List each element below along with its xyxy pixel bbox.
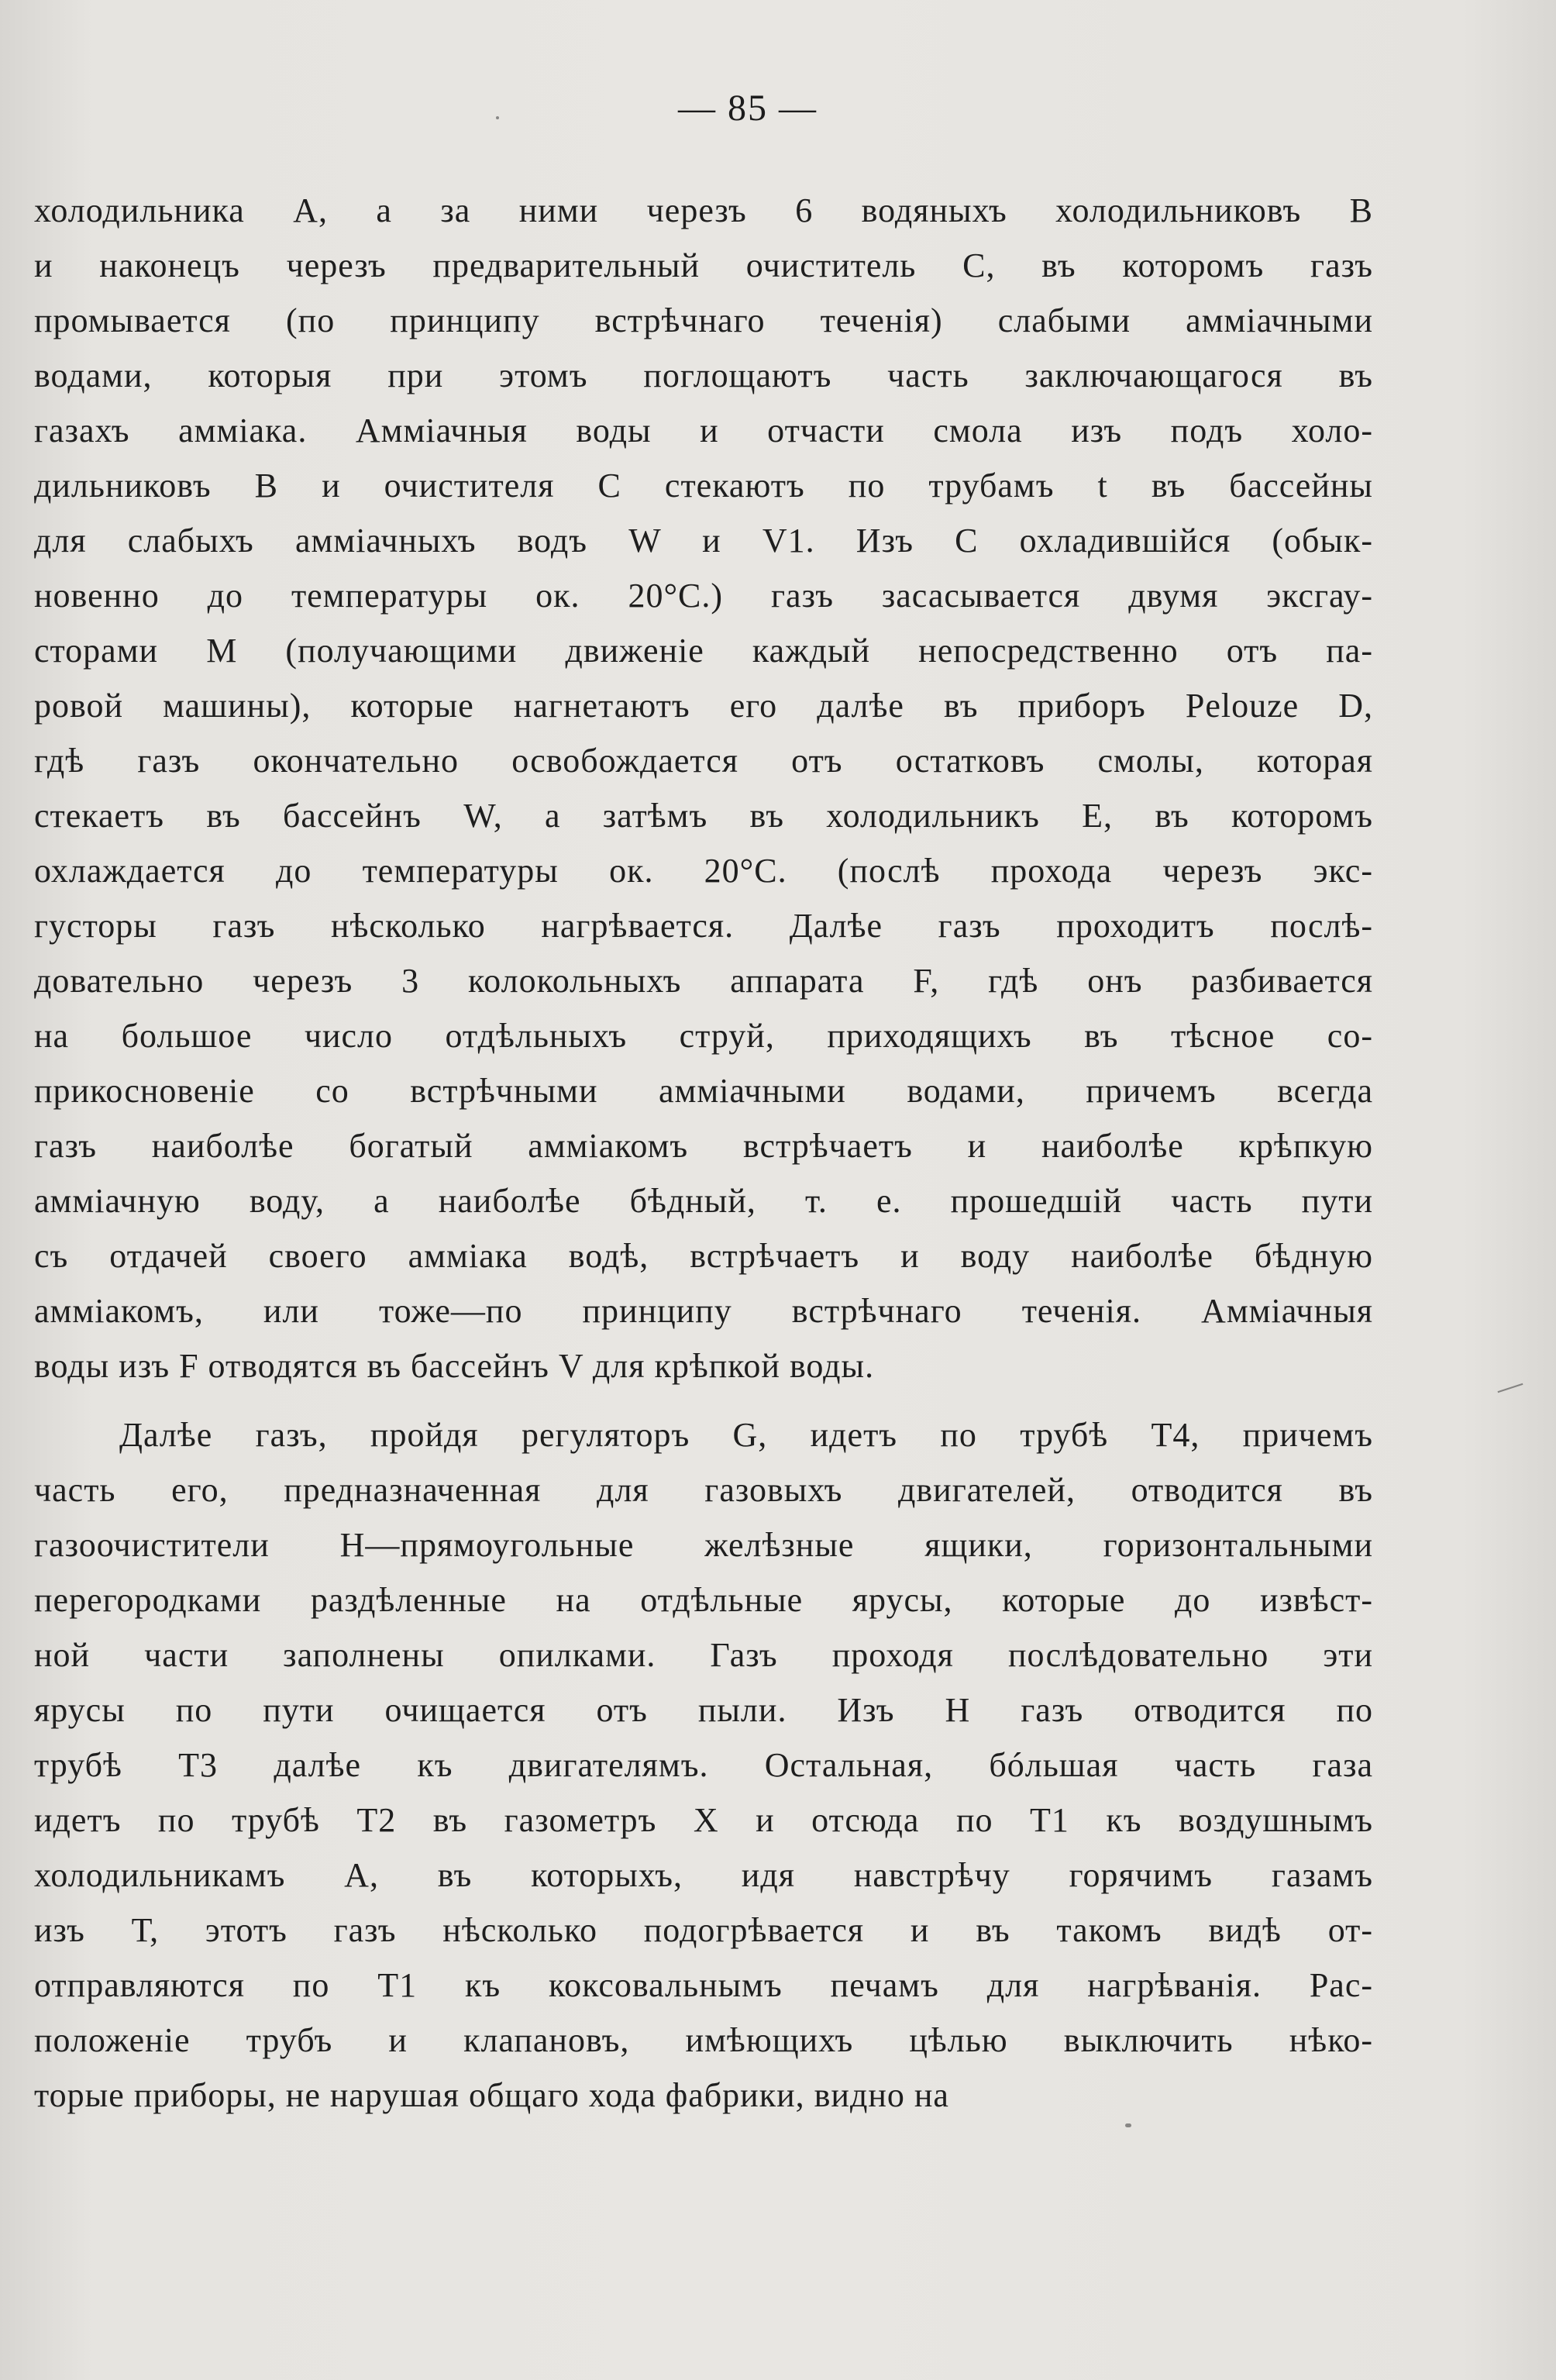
text-line: аммiакомъ, или тоже—по принципу встрѣчнаго теченія. Аммiачныя <box>34 1292 1373 1330</box>
text-line: холодильникамъ А, въ которыхъ, идя навстрѣчу горячимъ газамъ <box>34 1856 1373 1894</box>
text-line: охлаждается до температуры ок. 20°С. (послѣ прохода черезъ экс- <box>34 852 1373 890</box>
text-line: газоочистители Н—прямоугольные желѣзные ящики, горизонтальными <box>34 1526 1373 1564</box>
text-line: ровой машины), которые нагнетаютъ его далѣе въ приборъ Pelouze D, <box>34 687 1373 725</box>
text-line: и наконецъ черезъ предварительный очиститель С, въ которомъ газъ <box>34 246 1373 284</box>
text-line: ярусы по пути очищается отъ пыли. Изъ Н газъ отводится по <box>34 1691 1373 1729</box>
text-line: съ отдачей своего аммiака водѣ, встрѣчаетъ и воду наиболѣе бѣдную <box>34 1237 1373 1275</box>
text-line: стекаетъ въ бассейнъ W, а затѣмъ въ холодильникъ Е, въ которомъ <box>34 797 1373 835</box>
text-line: газахъ аммiака. Аммiачныя воды и отчасти смола изъ подъ холо- <box>34 412 1373 449</box>
text-line: холодильника А, а за ними черезъ 6 водяныхъ холодильниковъ В <box>34 191 1373 229</box>
paragraph-gap <box>34 1393 1373 1407</box>
text-line: перегородками раздѣленные на отдѣльные ярусы, которые до извѣст- <box>34 1581 1373 1619</box>
body-text <box>34 183 1373 2123</box>
text-line: положенiе трубъ и клапановъ, имѣющихъ цѣлью выключить нѣко- <box>34 2021 1373 2059</box>
text-line: ной части заполнены опилками. Газъ проходя послѣдовательно эти <box>34 1636 1373 1674</box>
text-line: Далѣе газъ, пройдя регуляторъ G, идетъ по трубѣ Т4, причемъ <box>119 1416 1373 1454</box>
text-line: сторами М (получающими движенiе каждый непосредственно отъ па- <box>34 632 1373 670</box>
text-line: для слабыхъ аммiачныхъ водъ W и V1. Изъ С охладившiйся (обык- <box>34 522 1373 560</box>
text-line: водами, которыя при этомъ поглощаютъ часть заключающагося въ <box>34 356 1373 394</box>
text-line: дильниковъ В и очистителя С стекаютъ по трубамъ t въ бассейны <box>34 467 1373 505</box>
text-line: изъ Т, этотъ газъ нѣсколько подогрѣвается и въ такомъ видѣ от- <box>34 1911 1373 1949</box>
speck-mark <box>496 116 499 119</box>
text-line: трубѣ Т3 далѣе къ двигателямъ. Остальная, бóльшая часть газа <box>34 1746 1373 1784</box>
text-line: новенно до температуры ок. 20°С.) газъ засасывается двумя эксгау- <box>34 577 1373 615</box>
text-line: промывается (по принципу встрѣчнаго теченія) слабыми аммiачными <box>34 301 1373 339</box>
text-line: идетъ по трубѣ Т2 въ газометръ Х и отсюда по Т1 къ воздушнымъ <box>34 1801 1373 1839</box>
text-line: довательно черезъ 3 колокольныхъ аппарата F, гдѣ онъ разбивается <box>34 962 1373 1000</box>
text-line: густоры газъ нѣсколько нагрѣвается. Далѣе газъ проходитъ послѣ- <box>34 907 1373 945</box>
page-number: — 85 — <box>678 88 818 129</box>
speck-mark <box>1125 2123 1131 2127</box>
margin-mark <box>1498 1383 1523 1393</box>
text-line: гдѣ газъ окончательно освобождается отъ остатковъ смолы, которая <box>34 742 1373 780</box>
text-line: часть его, предназначенная для газовыхъ двигателей, отводится въ <box>34 1471 1373 1509</box>
text-line: воды изъ F отводятся въ бассейнъ V для крѣпкой воды. <box>34 1347 875 1385</box>
text-line: аммiачную воду, а наиболѣе бѣдный, т. е. прошедшiй часть пути <box>34 1182 1373 1220</box>
text-line: прикосновенiе со встрѣчными аммiачными водами, причемъ всегда <box>34 1072 1373 1110</box>
text-line: торые приборы, не нарушая общаго хода фабрики, видно на <box>34 2076 949 2114</box>
text-line: газъ наиболѣе богатый аммiакомъ встрѣчаетъ и наиболѣе крѣпкую <box>34 1127 1373 1165</box>
text-line: на большое число отдѣльныхъ струй, приходящихъ въ тѣсное со- <box>34 1017 1373 1055</box>
text-line: отправляются по Т1 къ коксовальнымъ печамъ для нагрѣванія. Рас- <box>34 1966 1373 2004</box>
